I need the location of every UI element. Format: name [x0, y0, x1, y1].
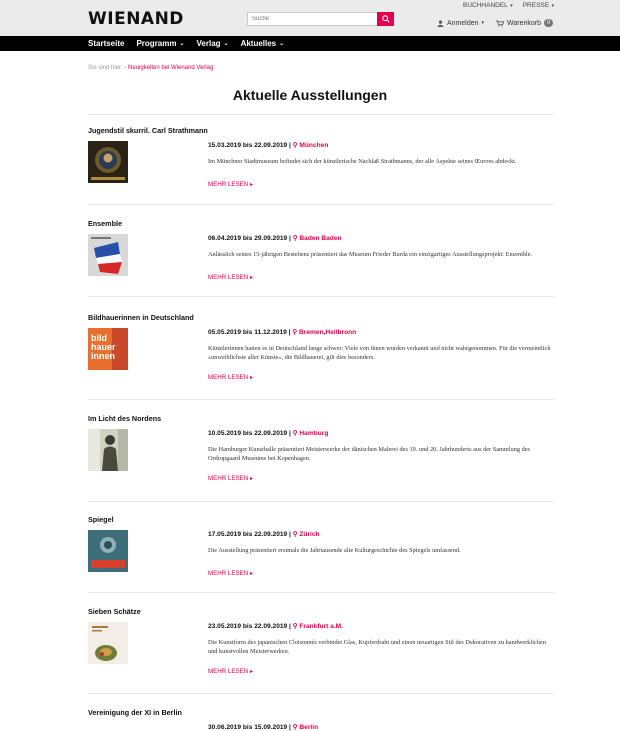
- exhibition-item: [88, 219, 554, 281]
- user-icon: [437, 20, 444, 27]
- chevron-down-icon: ⌄: [179, 41, 185, 47]
- exhibition-cover[interactable]: [88, 530, 128, 572]
- breadcrumb: [88, 65, 213, 71]
- location-link[interactable]: ⚲ Bremen,Heilbronn: [292, 329, 357, 336]
- chevron-down-icon: ⌄: [223, 41, 229, 47]
- chevron-right-icon: ▸: [249, 374, 254, 382]
- cart-icon: [496, 20, 504, 27]
- map-pin-icon: ⚲: [292, 430, 298, 437]
- mehr-lesen-link[interactable]: MEHR LESEN ▸: [208, 273, 254, 281]
- main-nav: [0, 36, 620, 51]
- chevron-right-icon: ▸: [249, 668, 254, 676]
- wienand-logo[interactable]: WIENAND: [88, 9, 184, 29]
- exhibition-item: [88, 708, 554, 731]
- exhibition-cover[interactable]: [88, 141, 128, 183]
- location-link[interactable]: ⚲ Frankfurt a.M.: [292, 623, 344, 630]
- map-pin-icon: ⚲: [292, 329, 298, 336]
- mehr-lesen-link[interactable]: MEHR LESEN ▸: [208, 374, 254, 382]
- top-links: [463, 2, 554, 9]
- location-link[interactable]: ⚲ Zürich: [292, 531, 320, 538]
- nav-aktuelles[interactable]: Aktuelles ⌄: [240, 39, 285, 48]
- page-title: Aktuelle Ausstellungen: [232, 87, 388, 103]
- cover-image: [88, 429, 128, 471]
- exhibition-dates: 30.06.2019 bis 15.09.2019 | ⚲ Berlin: [208, 724, 319, 731]
- exhibition-item: [88, 126, 554, 188]
- chevron-down-icon: ⌄: [279, 41, 285, 47]
- mehr-lesen-link[interactable]: MEHR LESEN ▸: [208, 475, 254, 483]
- search-input[interactable]: [247, 12, 377, 26]
- chevron-right-icon: ▸: [249, 569, 254, 577]
- exhibition-description: Die Hamburger Kunsthalle präsentiert Meisterwerke der dänischen Malerei des 19. und 20. Jahrhunderts aus der Sammlung des Ordrupgaard Museums bei Kopenhagen.: [208, 446, 530, 462]
- nav-programm[interactable]: Programm ⌄: [136, 39, 185, 48]
- exhibition-dates: 15.03.2019 bis 22.09.2019 | ⚲ München: [208, 142, 329, 149]
- exhibition-title[interactable]: Bildhauerinnen in Deutschland: [88, 313, 194, 322]
- map-pin-icon: ⚲: [292, 623, 298, 630]
- exhibition-title[interactable]: Ensemble: [88, 219, 122, 228]
- cover-image: [88, 622, 128, 664]
- exhibition-title[interactable]: Im Licht des Nordens: [88, 414, 162, 423]
- cover-title: bild hauer innen: [91, 333, 116, 361]
- cover-image: [88, 530, 128, 572]
- nav-startseite[interactable]: Startseite: [88, 39, 125, 48]
- chevron-right-icon: ▸: [249, 273, 254, 281]
- mehr-lesen-link[interactable]: MEHR LESEN ▸: [208, 180, 254, 188]
- location-link[interactable]: ⚲ Baden Baden: [292, 235, 342, 242]
- map-pin-icon: ⚲: [292, 142, 298, 149]
- top-header: [0, 0, 620, 36]
- divider: [88, 592, 554, 593]
- map-pin-icon: ⚲: [292, 531, 298, 538]
- chevron-down-icon: ▾: [481, 20, 485, 26]
- exhibition-description: Die Ausstellung präsentiert erstmals die Jahrtausende alte Kulturgeschichte des Spiegels umfassend.: [208, 547, 461, 554]
- exhibition-title[interactable]: Jugendstil skurril. Carl Strathmann: [88, 126, 208, 135]
- exhibition-description: Die Kunstform des japanischen Cloisonnés verbindet Glas, Kupferdraht und einen neuartigen Stil des Dekorativen zu handwerklichen und kunstvollen Meisterwerken.: [208, 639, 546, 655]
- exhibition-title[interactable]: Vereinigung der XI in Berlin: [88, 708, 182, 717]
- map-pin-icon: ⚲: [292, 235, 298, 242]
- mehr-lesen-link[interactable]: MEHR LESEN ▸: [208, 569, 254, 577]
- divider: [88, 204, 554, 205]
- exhibition-item: [88, 414, 554, 483]
- exhibition-description: Künstlerinnen hatten es in Deutschland lange schwer: Viele von ihnen wurden verkannt und nicht wahrgenommen. Für die vermeintlich »unweiblichste aller Künste«, die Bildhauerei, gilt dies besonders.: [208, 345, 551, 361]
- divider: [88, 114, 554, 115]
- presse-link[interactable]: PRESSE ▾: [522, 2, 554, 9]
- exhibition-dates: 17.05.2019 bis 22.09.2019 | ⚲ Zürich: [208, 531, 320, 538]
- location-link[interactable]: ⚲ München: [292, 142, 329, 149]
- divider: [88, 296, 554, 297]
- account-area: [437, 19, 553, 27]
- exhibition-dates: 23.05.2019 bis 22.09.2019 | ⚲ Frankfurt a.M.: [208, 623, 344, 630]
- exhibition-cover[interactable]: [88, 328, 128, 370]
- login-button[interactable]: [437, 20, 484, 27]
- exhibition-item: [88, 607, 554, 676]
- exhibition-description: Im Münchner Stadtmuseum befindet sich der künstlerische Nachlaß Strathmanns, der alle Aspekte seines Œuvres abdeckt.: [208, 158, 517, 165]
- divider: [88, 693, 554, 694]
- cart-label: Warenkorb: [507, 19, 542, 27]
- login-label: Anmelden: [447, 19, 479, 27]
- map-pin-icon: ⚲: [292, 724, 298, 731]
- exhibition-item: [88, 313, 554, 382]
- exhibition-description: Anlässlich seines 15-jährigen Bestehens präsentiert das Museum Frieder Burda ein einzigartiges Ausstellungsprojekt: Ensemble.: [208, 251, 533, 258]
- chevron-right-icon: ▸: [249, 475, 254, 483]
- exhibition-cover[interactable]: [88, 234, 128, 276]
- search-bar: [247, 12, 394, 26]
- divider: [88, 399, 554, 400]
- location-link[interactable]: ⚲ Berlin: [292, 724, 319, 731]
- chevron-right-icon: ▸: [249, 180, 254, 188]
- breadcrumb-prefix: Sie sind hier: ›: [88, 65, 127, 71]
- mehr-lesen-link[interactable]: MEHR LESEN ▸: [208, 668, 254, 676]
- exhibition-cover[interactable]: [88, 429, 128, 471]
- exhibition-dates: 10.05.2019 bis 22.09.2019 | ⚲ Hamburg: [208, 430, 329, 437]
- cart-count-badge: 0: [544, 19, 553, 27]
- exhibition-item: [88, 515, 554, 577]
- exhibition-title[interactable]: Sieben Schätze: [88, 607, 141, 616]
- exhibition-dates: 05.05.2019 bis 11.12.2019 | ⚲ Bremen,Heilbronn: [208, 329, 357, 336]
- nav-verlag[interactable]: Verlag ⌄: [196, 39, 229, 48]
- buchhandel-link[interactable]: BUCHHANDEL ▾: [463, 2, 513, 9]
- exhibition-title[interactable]: Spiegel: [88, 515, 114, 524]
- chevron-down-icon: ▾: [550, 3, 554, 9]
- exhibition-dates: 06.04.2019 bis 29.09.2019 | ⚲ Baden Baden: [208, 235, 342, 242]
- chevron-down-icon: ▾: [508, 3, 513, 9]
- breadcrumb-link[interactable]: Neuigkeiten bei Wienand Verlag: [128, 65, 214, 71]
- search-icon: [382, 15, 390, 23]
- exhibition-cover[interactable]: [88, 622, 128, 664]
- location-link[interactable]: ⚲ Hamburg: [292, 430, 329, 437]
- search-button[interactable]: [377, 12, 394, 26]
- cover-image: [88, 234, 128, 276]
- divider: [88, 501, 554, 502]
- cart-button[interactable]: [496, 19, 553, 27]
- cover-image: [88, 141, 128, 183]
